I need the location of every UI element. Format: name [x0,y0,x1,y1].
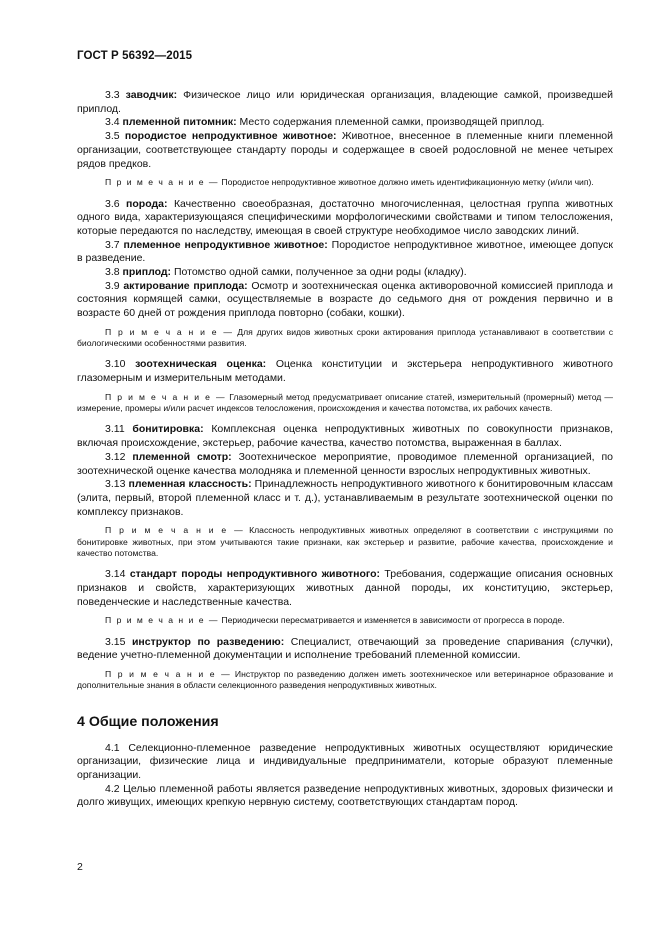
definition-3-11: 3.11 бонитировка: Комплексная оценка непродуктивных животных по совокупности признаков, включая происхождение, экстерьер, рабочие качества, качество потомства, выраженная в баллах. [77,423,614,450]
page-number: 2 [77,861,83,873]
definition-3-3: 3.3 заводчик: Физическое лицо или юридическая организация, владеющие самкой, произведшей приплод. [77,89,613,115]
definition-3-14: 3.14 стандарт породы непродуктивного животного: Требования, содержащие описания основных признаков и свойств, характеризующих животных данной породы, их конституцию, экстерьер, поведенческие и наследственные качества. [77,568,614,608]
note-3-9: П р и м е ч а н и е — Для других видов животных сроки актирования приплода устанавливают в соответствии с биологическими особенностями развития. [77,326,614,349]
standard-header: ГОСТ Р 56392—2015 [77,50,193,62]
note-3-15: П р и м е ч а н и е — Инструктор по разведению должен иметь зоотехническое или ветеринарное образование и дополнительные знания в области селекционного разведения непродуктивных животных. [77,669,614,691]
definition-3-7: 3.7 племенное непродуктивное животное: Породистое непродуктивное животное, имеющее допуск в разведение. [77,238,614,265]
note-3-5: П р и м е ч а н и е — Породистое непродуктивное животное должно иметь идентификационную метку (и/или чип). [105,177,594,188]
definition-3-4: 3.4 племенной питомник: Место содержания племенной самки, производящей приплод. [105,116,545,129]
paragraph-4-1: 4.1 Селекционно-племенное разведение непродуктивных животных осуществляют юридические организации, физические лица и индивидуальные предприниматели, которые образуют племенные организации. [77,741,613,782]
document-body [77,89,613,810]
definition-3-6: 3.6 порода: Качественно своеобразная, достаточно многочисленная, целостная группа животных одного вида, характеризующаяся специфическими морфологическими свойствами и типом телосложения, которые передаются по наследству, имеющая в своей структуре необходимое число заводских линий. [77,197,614,237]
definition-3-8: 3.8 приплод: Потомство одной самки, полученное за одни роды (кладку). [105,266,467,279]
note-3-13: П р и м е ч а н и е — Классность непродуктивных животных определяют в соответствии с инструкциями по бонитировке животных, при этом учитываются такие признаки, как экстерьер и развитие, рабочие качества, происхождение и качество потомства. [77,525,614,558]
definition-3-15: 3.15 инструктор по разведению: Специалист, отвечающий за проведение спаривания (случки), ведение учетно-племенной документации и исполнение требований племенной комиссии. [77,635,614,662]
definition-3-13: 3.13 племенная классность: Принадлежность непродуктивного животного к бонитировочным классам (элита, первый, второй племенной класс и т. д.), устанавливаемым в результате зоотехнической оценки по комплексу признаков. [77,478,614,518]
definition-3-12: 3.12 племенной смотр: Зоотехническое мероприятие, проводимое племенной организацией, по зоотехнической оценке качества молодняка и племенной ценности взрослых непродуктивных животных. [77,450,614,477]
note-3-10: П р и м е ч а н и е — Глазомерный метод предусматривает описание статей, измерительный (промерный) метод — измерение, промеры и/или расчет индексов телосложения, происхождения и качества потомства, их рабочих качеств. [77,391,613,414]
note-3-14: П р и м е ч а н и е — Периодически пересматривается и изменяется в зависимости от прогресса в породе. [105,615,565,626]
paragraph-4-2: 4.2 Целью племенной работы является разведение непродуктивных животных, здоровых физически и долго живущих, имеющих крепкую нервную систему, соответствующих стандартам пород. [77,782,613,809]
definition-3-5: 3.5 породистое непродуктивное животное: Животное, внесенное в племенные книги племенной организации, соответствующее стандарту породы и содержащее в своей родословной не менее четырех рядов предков. [77,130,614,170]
definition-3-9: 3.9 актирование приплода: Осмотр и зоотехническая оценка активоровочной комиссией приплода и состояния кормящей самки, осуществляемые в возрасте до седьмого дня от рождения первично и в возрасте 60 дней от рождения приплода повторно (собаки, кошки). [77,279,614,320]
section-4-heading: 4 Общие положения [77,713,219,730]
definition-3-10: 3.10 зоотехническая оценка: Оценка конституции и экстерьера непродуктивного животного глазомерным и измерительным методами. [77,358,614,385]
